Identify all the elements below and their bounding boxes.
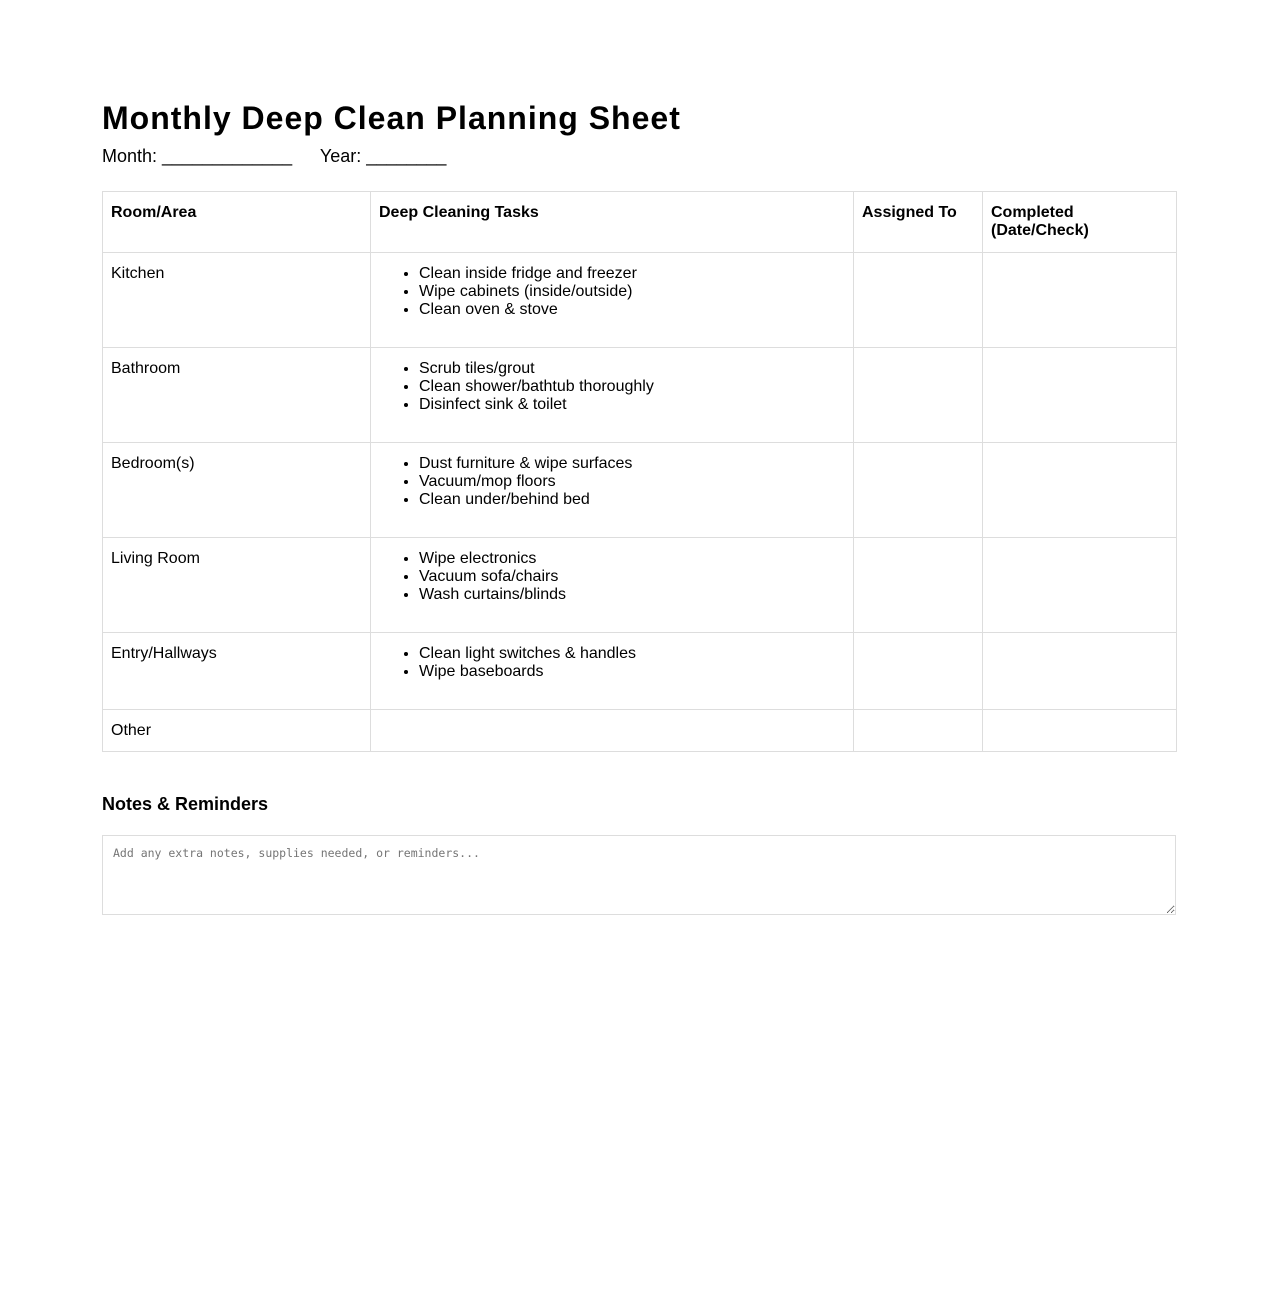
notes-heading: Notes & Reminders (102, 794, 269, 814)
year-label: Year: (319, 146, 362, 166)
task-list (379, 455, 845, 509)
task-list (379, 360, 845, 414)
header-completed: Completed (Date/Check) (983, 192, 1177, 253)
year-blank[interactable]: ________ (366, 146, 447, 166)
assigned-cell[interactable] (854, 710, 983, 752)
table-row (103, 348, 1177, 443)
month-label: Month: (102, 146, 158, 166)
table-row (103, 538, 1177, 633)
assigned-cell[interactable] (854, 443, 983, 538)
completed-cell[interactable] (983, 348, 1177, 443)
tasks-cell[interactable] (371, 710, 854, 752)
header-assigned: Assigned To (854, 192, 983, 253)
month-year-line (102, 146, 446, 166)
assigned-cell[interactable] (854, 633, 983, 710)
tasks-cell (371, 633, 854, 710)
table-header-row (103, 192, 1177, 253)
header-tasks: Deep Cleaning Tasks (371, 192, 854, 253)
assigned-cell[interactable] (854, 538, 983, 633)
tasks-cell (371, 443, 854, 538)
completed-cell[interactable] (983, 710, 1177, 752)
completed-cell[interactable] (983, 538, 1177, 633)
task-list (379, 645, 845, 681)
task-item: • Wipe baseboards (419, 663, 845, 681)
task-item: • Clean light switches & handles (419, 645, 845, 663)
tasks-cell (371, 348, 854, 443)
assigned-cell[interactable] (854, 253, 983, 348)
task-item: • Wipe electronics (419, 550, 845, 568)
assigned-cell[interactable] (854, 348, 983, 443)
month-blank[interactable]: _____________ (162, 146, 293, 166)
task-list (379, 265, 845, 319)
cleaning-table (102, 191, 1177, 752)
table-row (103, 253, 1177, 348)
room-cell: Entry/Hallways (103, 633, 371, 710)
header-room: Room/Area (103, 192, 371, 253)
task-item: • Scrub tiles/grout (419, 360, 845, 378)
page-title: Monthly Deep Clean Planning Sheet (102, 100, 681, 136)
room-cell: Other (103, 710, 371, 752)
table-row (103, 443, 1177, 538)
notes-textarea[interactable] (102, 835, 1176, 915)
completed-cell[interactable] (983, 443, 1177, 538)
task-item: • Vacuum sofa/chairs (419, 568, 845, 586)
room-cell: Bathroom (103, 348, 371, 443)
tasks-cell (371, 253, 854, 348)
completed-cell[interactable] (983, 253, 1177, 348)
task-item: • Clean oven & stove (419, 301, 845, 319)
task-item: • Clean under/behind bed (419, 491, 845, 509)
task-item: • Disinfect sink & toilet (419, 396, 845, 414)
task-item: • Vacuum/mop floors (419, 473, 845, 491)
task-item: • Dust furniture & wipe surfaces (419, 455, 845, 473)
task-item: • Clean shower/bathtub thoroughly (419, 378, 845, 396)
task-item: • Wash curtains/blinds (419, 586, 845, 604)
table-row (103, 710, 1177, 752)
room-cell: Kitchen (103, 253, 371, 348)
completed-cell[interactable] (983, 633, 1177, 710)
task-item: • Wipe cabinets (inside/outside) (419, 283, 845, 301)
room-cell: Living Room (103, 538, 371, 633)
table-row (103, 633, 1177, 710)
task-list (379, 550, 845, 604)
room-cell: Bedroom(s) (103, 443, 371, 538)
task-item: • Clean inside fridge and freezer (419, 265, 845, 283)
tasks-cell (371, 538, 854, 633)
